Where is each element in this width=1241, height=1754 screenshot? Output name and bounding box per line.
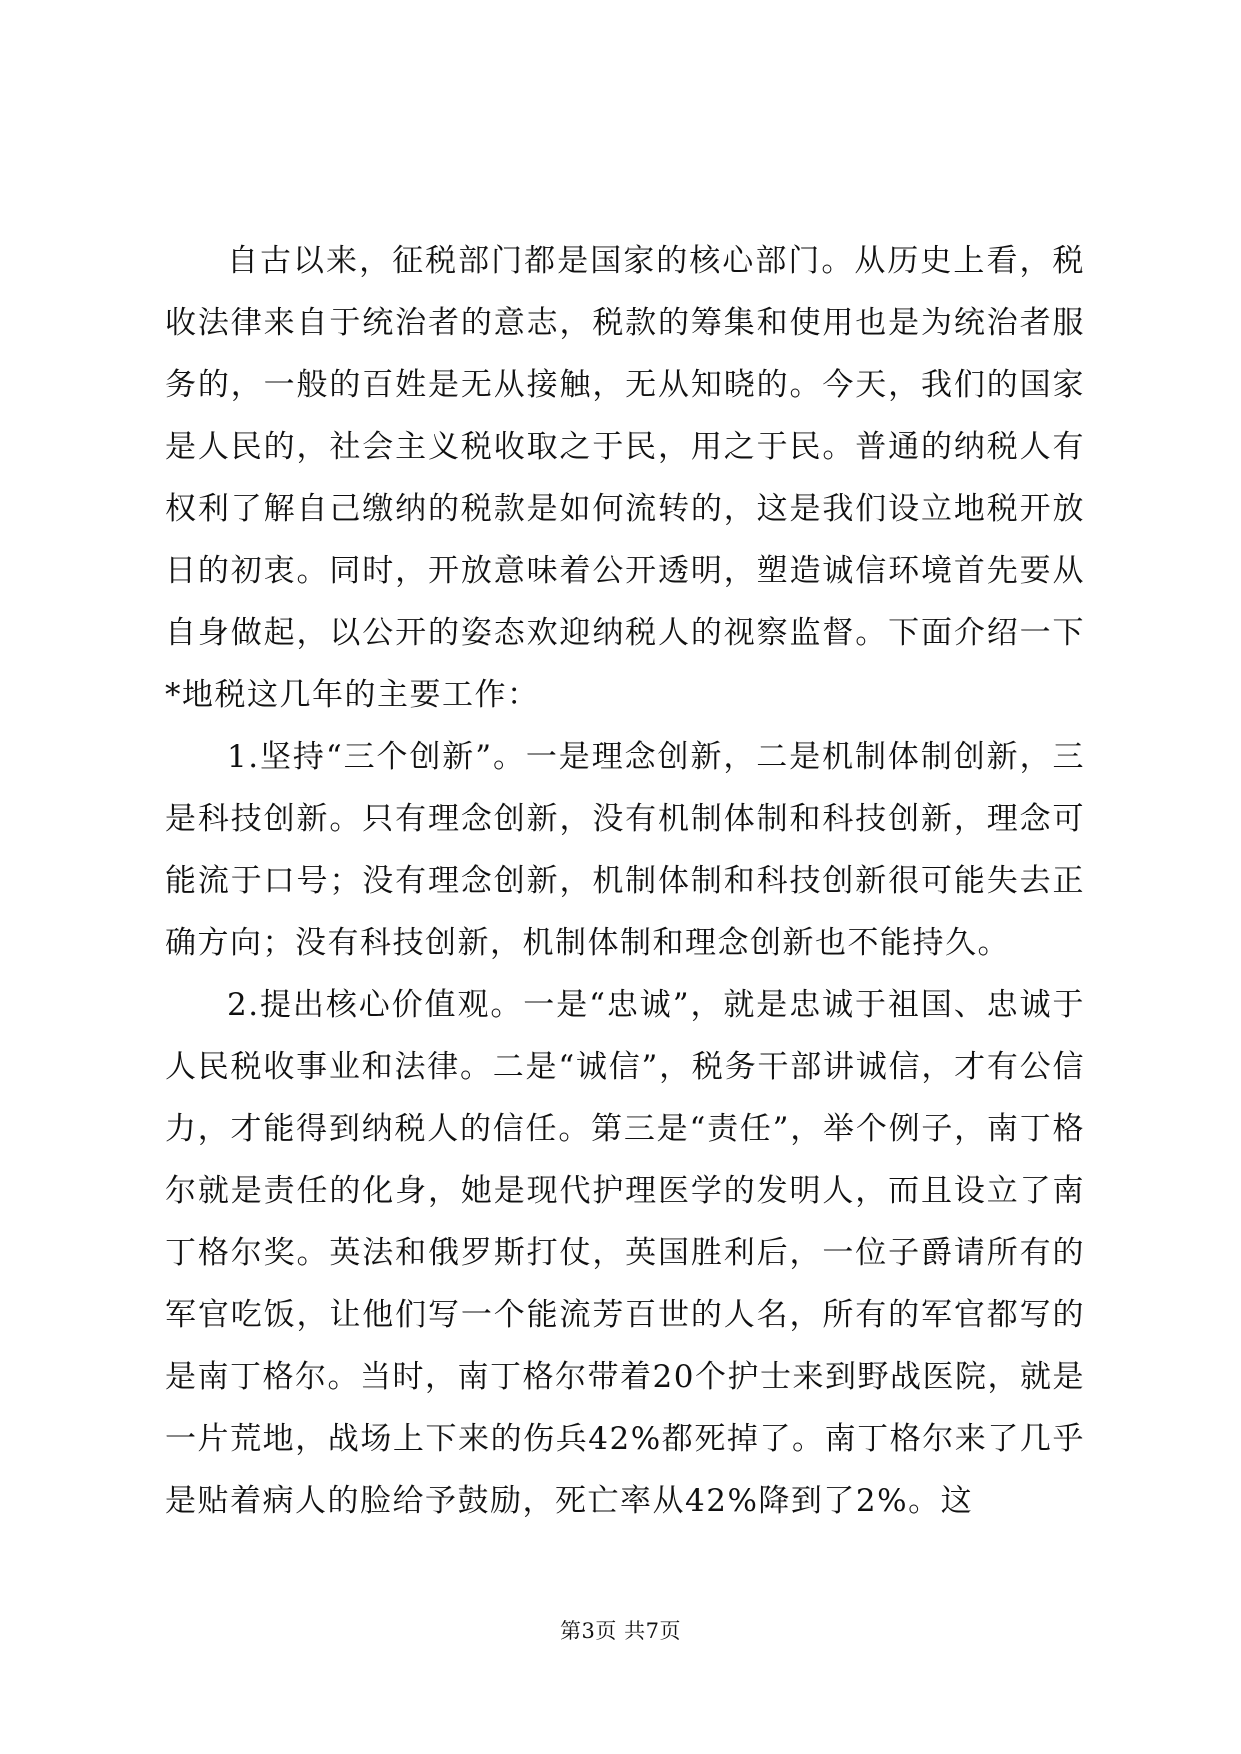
paragraph-point-1: 1.坚持“三个创新”。一是理念创新，二是机制体制创新，三是科技创新。只有理念创新，没有机制体制和科技创新，理念可能流于口号；没有理念创新，机制体制和科技创新很可能失去正确方向；没有科技创新，机制体制和理念创新也不能持久。 — [165, 739, 1085, 961]
paragraph-point-2: 2.提出核心价值观。一是“忠诚”，就是忠诚于祖国、忠诚于人民税收事业和法律。二是“诚信”，税务干部讲诚信，才有公信力，才能得到纳税人的信任。第三是“责任”，举个例子，南丁格尔就是责任的化身，她是现代护理医学的发明人，而且设立了南丁格尔奖。英法和俄罗斯打仗，英国胜利后，一位子爵请所有的军官吃饭，让他们写一个能流芳百世的人名，所有的军官都写的是南丁格尔。当时，南丁格尔带着20个护士来到野战医院，就是一片荒地，战场上下来的伤兵42%都死掉了。南丁格尔来了几乎是贴着病人的脸给予鼓励，死亡率从42%降到了2%。这 — [165, 987, 1085, 1519]
paragraph-intro: 自古以来，征税部门都是国家的核心部门。从历史上看，税收法律来自于统治者的意志，税款的筹集和使用也是为统治者服务的，一般的百姓是无从接触，无从知晓的。今天，我们的国家是人民的，社会主义税收取之于民，用之于民。普通的纳税人有权利了解自己缴纳的税款是如何流转的，这是我们设立地税开放日的初衷。同时，开放意味着公开透明，塑造诚信环境首先要从自身做起，以公开的姿态欢迎纳税人的视察监督。下面介绍一下*地税这几年的主要工作： — [165, 243, 1085, 713]
page-footer: 第3页 共7页 — [560, 1619, 681, 1643]
document-body — [165, 230, 1085, 1532]
